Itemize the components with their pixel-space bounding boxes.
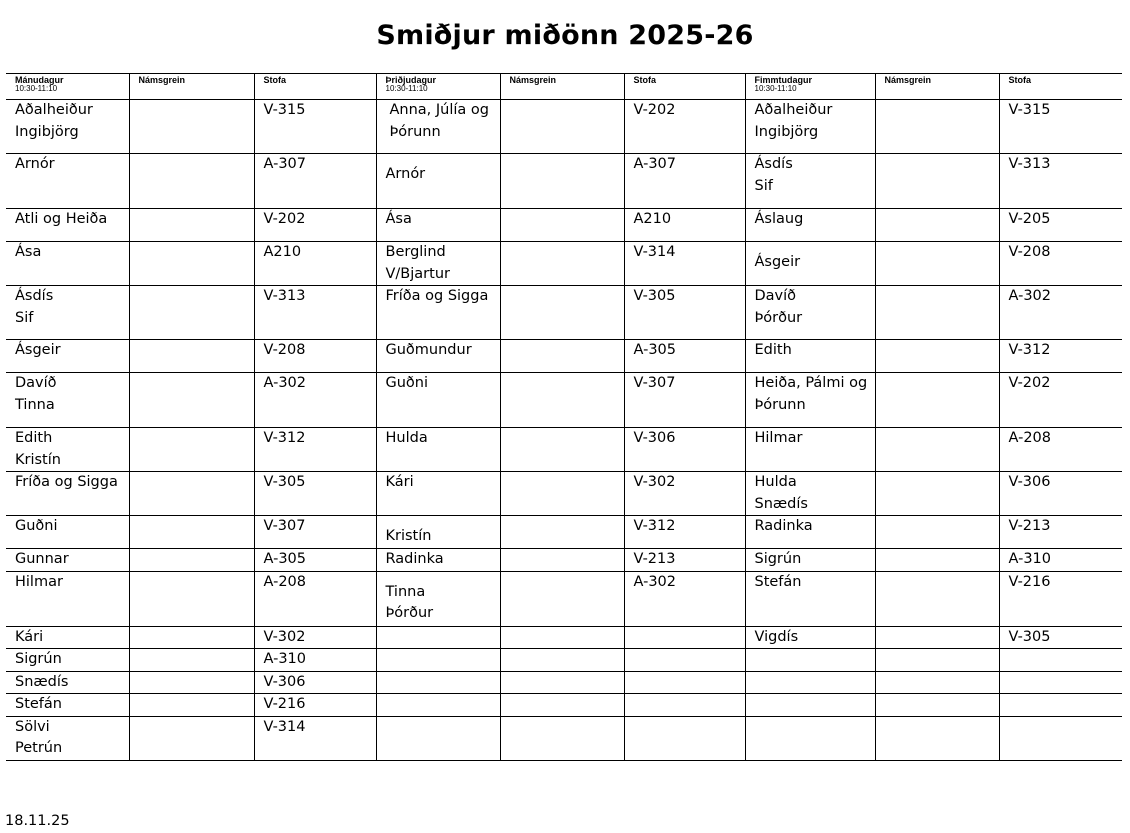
teacher-cell: Ásgeir bbox=[745, 242, 875, 286]
teacher-cell: Tinna Þórður bbox=[376, 571, 500, 626]
room-cell: V-213 bbox=[999, 516, 1122, 549]
room-cell: V-302 bbox=[624, 472, 745, 516]
teacher-cell: Hulda Snædís bbox=[745, 472, 875, 516]
subject-cell bbox=[129, 549, 254, 572]
room-cell: A-305 bbox=[624, 340, 745, 373]
teacher-cell: Radinka bbox=[745, 516, 875, 549]
teacher-cell: Hilmar bbox=[745, 428, 875, 472]
page-title: Smiðjur miðönn 2025-26 bbox=[376, 20, 754, 51]
teacher-cell: Kári bbox=[6, 626, 129, 649]
room-cell: A-302 bbox=[624, 571, 745, 626]
header-monday bbox=[6, 74, 129, 100]
teacher-cell: Davíð Þórður bbox=[745, 286, 875, 340]
subject-cell bbox=[875, 154, 999, 209]
teacher-cell: Snædís bbox=[6, 671, 129, 694]
subject-cell bbox=[875, 716, 999, 760]
schedule-table bbox=[6, 73, 1122, 761]
room-cell: V-202 bbox=[624, 100, 745, 154]
subject-cell bbox=[500, 571, 624, 626]
time-label: 10:30-11:10 bbox=[754, 84, 797, 93]
teacher-cell: Stefán bbox=[6, 694, 129, 717]
teacher-cell: Ása bbox=[376, 209, 500, 242]
teacher-cell: Arnór bbox=[6, 154, 129, 209]
table-row bbox=[6, 626, 1122, 649]
room-cell: V-306 bbox=[254, 671, 376, 694]
room-cell: V-208 bbox=[254, 340, 376, 373]
teacher-cell: Sigrún bbox=[6, 649, 129, 672]
teacher-cell: Guðni bbox=[6, 516, 129, 549]
subject-cell bbox=[500, 649, 624, 672]
room-cell: A210 bbox=[624, 209, 745, 242]
teacher-cell: Heiða, Pálmi og Þórunn bbox=[745, 373, 875, 428]
header-room: Stofa bbox=[254, 74, 376, 100]
teacher-cell: Gunnar bbox=[6, 549, 129, 572]
table-row bbox=[6, 649, 1122, 672]
subject-cell bbox=[875, 242, 999, 286]
subject-cell bbox=[500, 100, 624, 154]
subject-cell bbox=[129, 716, 254, 760]
room-cell: V-202 bbox=[999, 373, 1122, 428]
header-thursday bbox=[745, 74, 875, 100]
subject-cell bbox=[875, 571, 999, 626]
header-room: Stofa bbox=[999, 74, 1122, 100]
day-label: Þriðjudagur bbox=[385, 75, 437, 85]
day-label: Mánudagur bbox=[15, 75, 64, 85]
teacher-cell: Fríða og Sigga bbox=[376, 286, 500, 340]
subject-cell bbox=[500, 671, 624, 694]
teacher-cell bbox=[376, 716, 500, 760]
room-cell bbox=[624, 626, 745, 649]
room-cell: V-312 bbox=[999, 340, 1122, 373]
room-cell: A-302 bbox=[254, 373, 376, 428]
subject-cell bbox=[500, 549, 624, 572]
teacher-cell bbox=[745, 671, 875, 694]
room-cell: A-307 bbox=[254, 154, 376, 209]
subject-cell bbox=[875, 649, 999, 672]
header-tuesday bbox=[376, 74, 500, 100]
teacher-cell: Atli og Heiða bbox=[6, 209, 129, 242]
room-cell bbox=[624, 716, 745, 760]
teacher-cell: Hulda bbox=[376, 428, 500, 472]
teacher-cell: Edith Kristín bbox=[6, 428, 129, 472]
room-cell: A-310 bbox=[254, 649, 376, 672]
subject-cell bbox=[129, 571, 254, 626]
teacher-cell: Berglind V/Bjartur bbox=[376, 242, 500, 286]
table-row bbox=[6, 373, 1122, 428]
table-row bbox=[6, 154, 1122, 209]
teacher-cell: Fríða og Sigga bbox=[6, 472, 129, 516]
room-cell: A-307 bbox=[624, 154, 745, 209]
header-subject: Námsgrein bbox=[129, 74, 254, 100]
subject-cell bbox=[875, 100, 999, 154]
header-subject: Námsgrein bbox=[500, 74, 624, 100]
room-cell: V-213 bbox=[624, 549, 745, 572]
table-row bbox=[6, 428, 1122, 472]
subject-cell bbox=[129, 242, 254, 286]
subject-cell bbox=[875, 472, 999, 516]
subject-cell bbox=[500, 154, 624, 209]
room-cell: A210 bbox=[254, 242, 376, 286]
teacher-cell: Edith bbox=[745, 340, 875, 373]
teacher-cell: Anna, Júlía og Þórunn bbox=[376, 100, 500, 154]
subject-cell bbox=[500, 716, 624, 760]
teacher-cell: Aðalheiður Ingibjörg bbox=[6, 100, 129, 154]
room-cell bbox=[624, 671, 745, 694]
room-cell: V-312 bbox=[624, 516, 745, 549]
subject-cell bbox=[875, 209, 999, 242]
teacher-cell: Aðalheiður Ingibjörg bbox=[745, 100, 875, 154]
header-room: Stofa bbox=[624, 74, 745, 100]
teacher-cell: Radinka bbox=[376, 549, 500, 572]
teacher-cell: Sölvi Petrún bbox=[6, 716, 129, 760]
subject-cell bbox=[129, 472, 254, 516]
subject-cell bbox=[500, 626, 624, 649]
room-cell: V-305 bbox=[624, 286, 745, 340]
header-row bbox=[6, 74, 1122, 100]
subject-cell bbox=[129, 671, 254, 694]
subject-cell bbox=[129, 373, 254, 428]
subject-cell bbox=[129, 100, 254, 154]
room-cell bbox=[999, 694, 1122, 717]
subject-cell bbox=[129, 516, 254, 549]
teacher-cell bbox=[745, 694, 875, 717]
table-row bbox=[6, 472, 1122, 516]
teacher-cell: Arnór bbox=[376, 154, 500, 209]
teacher-cell: Hilmar bbox=[6, 571, 129, 626]
subject-cell bbox=[875, 549, 999, 572]
table-row bbox=[6, 716, 1122, 760]
teacher-cell: Ásdís Sif bbox=[6, 286, 129, 340]
room-cell: V-312 bbox=[254, 428, 376, 472]
room-cell: V-306 bbox=[624, 428, 745, 472]
teacher-cell: Ása bbox=[6, 242, 129, 286]
table-row bbox=[6, 340, 1122, 373]
room-cell: V-205 bbox=[999, 209, 1122, 242]
header-subject: Námsgrein bbox=[875, 74, 999, 100]
teacher-cell bbox=[376, 626, 500, 649]
room-cell: V-313 bbox=[254, 286, 376, 340]
room-cell: V-208 bbox=[999, 242, 1122, 286]
subject-cell bbox=[129, 154, 254, 209]
room-cell: A-305 bbox=[254, 549, 376, 572]
room-cell: V-202 bbox=[254, 209, 376, 242]
table-row bbox=[6, 671, 1122, 694]
table-row bbox=[6, 516, 1122, 549]
subject-cell bbox=[129, 626, 254, 649]
subject-cell bbox=[875, 671, 999, 694]
room-cell: V-314 bbox=[624, 242, 745, 286]
subject-cell bbox=[500, 373, 624, 428]
subject-cell bbox=[500, 242, 624, 286]
teacher-cell bbox=[745, 716, 875, 760]
room-cell: V-216 bbox=[999, 571, 1122, 626]
room-cell: V-305 bbox=[999, 626, 1122, 649]
room-cell: V-307 bbox=[254, 516, 376, 549]
teacher-cell: Kristín bbox=[376, 516, 500, 549]
time-label: 10:30-11:10 bbox=[15, 84, 58, 93]
day-label: Fimmtudagur bbox=[754, 75, 812, 85]
subject-cell bbox=[129, 428, 254, 472]
subject-cell bbox=[500, 340, 624, 373]
teacher-cell: Davíð Tinna bbox=[6, 373, 129, 428]
room-cell: A-302 bbox=[999, 286, 1122, 340]
teacher-cell: Kári bbox=[376, 472, 500, 516]
time-label: 10:30-11:10 bbox=[385, 84, 428, 93]
subject-cell bbox=[875, 340, 999, 373]
subject-cell bbox=[875, 286, 999, 340]
subject-cell bbox=[875, 428, 999, 472]
table-row bbox=[6, 286, 1122, 340]
subject-cell bbox=[500, 428, 624, 472]
room-cell: V-315 bbox=[999, 100, 1122, 154]
table-row bbox=[6, 209, 1122, 242]
room-cell: V-315 bbox=[254, 100, 376, 154]
room-cell: A-208 bbox=[254, 571, 376, 626]
teacher-cell: Guðni bbox=[376, 373, 500, 428]
room-cell: V-307 bbox=[624, 373, 745, 428]
subject-cell bbox=[875, 626, 999, 649]
room-cell: V-302 bbox=[254, 626, 376, 649]
subject-cell bbox=[500, 472, 624, 516]
subject-cell bbox=[129, 694, 254, 717]
teacher-cell: Ásdís Sif bbox=[745, 154, 875, 209]
table-row bbox=[6, 549, 1122, 572]
subject-cell bbox=[875, 694, 999, 717]
teacher-cell: Guðmundur bbox=[376, 340, 500, 373]
teacher-cell bbox=[745, 649, 875, 672]
subject-cell bbox=[129, 340, 254, 373]
room-cell: A-310 bbox=[999, 549, 1122, 572]
room-cell: A-208 bbox=[999, 428, 1122, 472]
subject-cell bbox=[500, 209, 624, 242]
room-cell bbox=[999, 716, 1122, 760]
room-cell: V-216 bbox=[254, 694, 376, 717]
subject-cell bbox=[129, 286, 254, 340]
subject-cell bbox=[500, 516, 624, 549]
teacher-cell: Ásgeir bbox=[6, 340, 129, 373]
subject-cell bbox=[129, 649, 254, 672]
footer-date: 18.11.25 bbox=[5, 813, 70, 829]
subject-cell bbox=[500, 286, 624, 340]
room-cell: V-314 bbox=[254, 716, 376, 760]
room-cell bbox=[999, 649, 1122, 672]
table-row bbox=[6, 242, 1122, 286]
teacher-cell: Sigrún bbox=[745, 549, 875, 572]
subject-cell bbox=[500, 694, 624, 717]
room-cell: V-306 bbox=[999, 472, 1122, 516]
table-row bbox=[6, 100, 1122, 154]
subject-cell bbox=[875, 516, 999, 549]
room-cell bbox=[624, 694, 745, 717]
room-cell bbox=[624, 649, 745, 672]
subject-cell bbox=[129, 209, 254, 242]
table-row bbox=[6, 571, 1122, 626]
teacher-cell: Vigdís bbox=[745, 626, 875, 649]
teacher-cell bbox=[376, 671, 500, 694]
room-cell: V-313 bbox=[999, 154, 1122, 209]
teacher-cell: Stefán bbox=[745, 571, 875, 626]
table-row bbox=[6, 694, 1122, 717]
teacher-cell bbox=[376, 649, 500, 672]
room-cell bbox=[999, 671, 1122, 694]
room-cell: V-305 bbox=[254, 472, 376, 516]
subject-cell bbox=[875, 373, 999, 428]
teacher-cell: Áslaug bbox=[745, 209, 875, 242]
teacher-cell bbox=[376, 694, 500, 717]
